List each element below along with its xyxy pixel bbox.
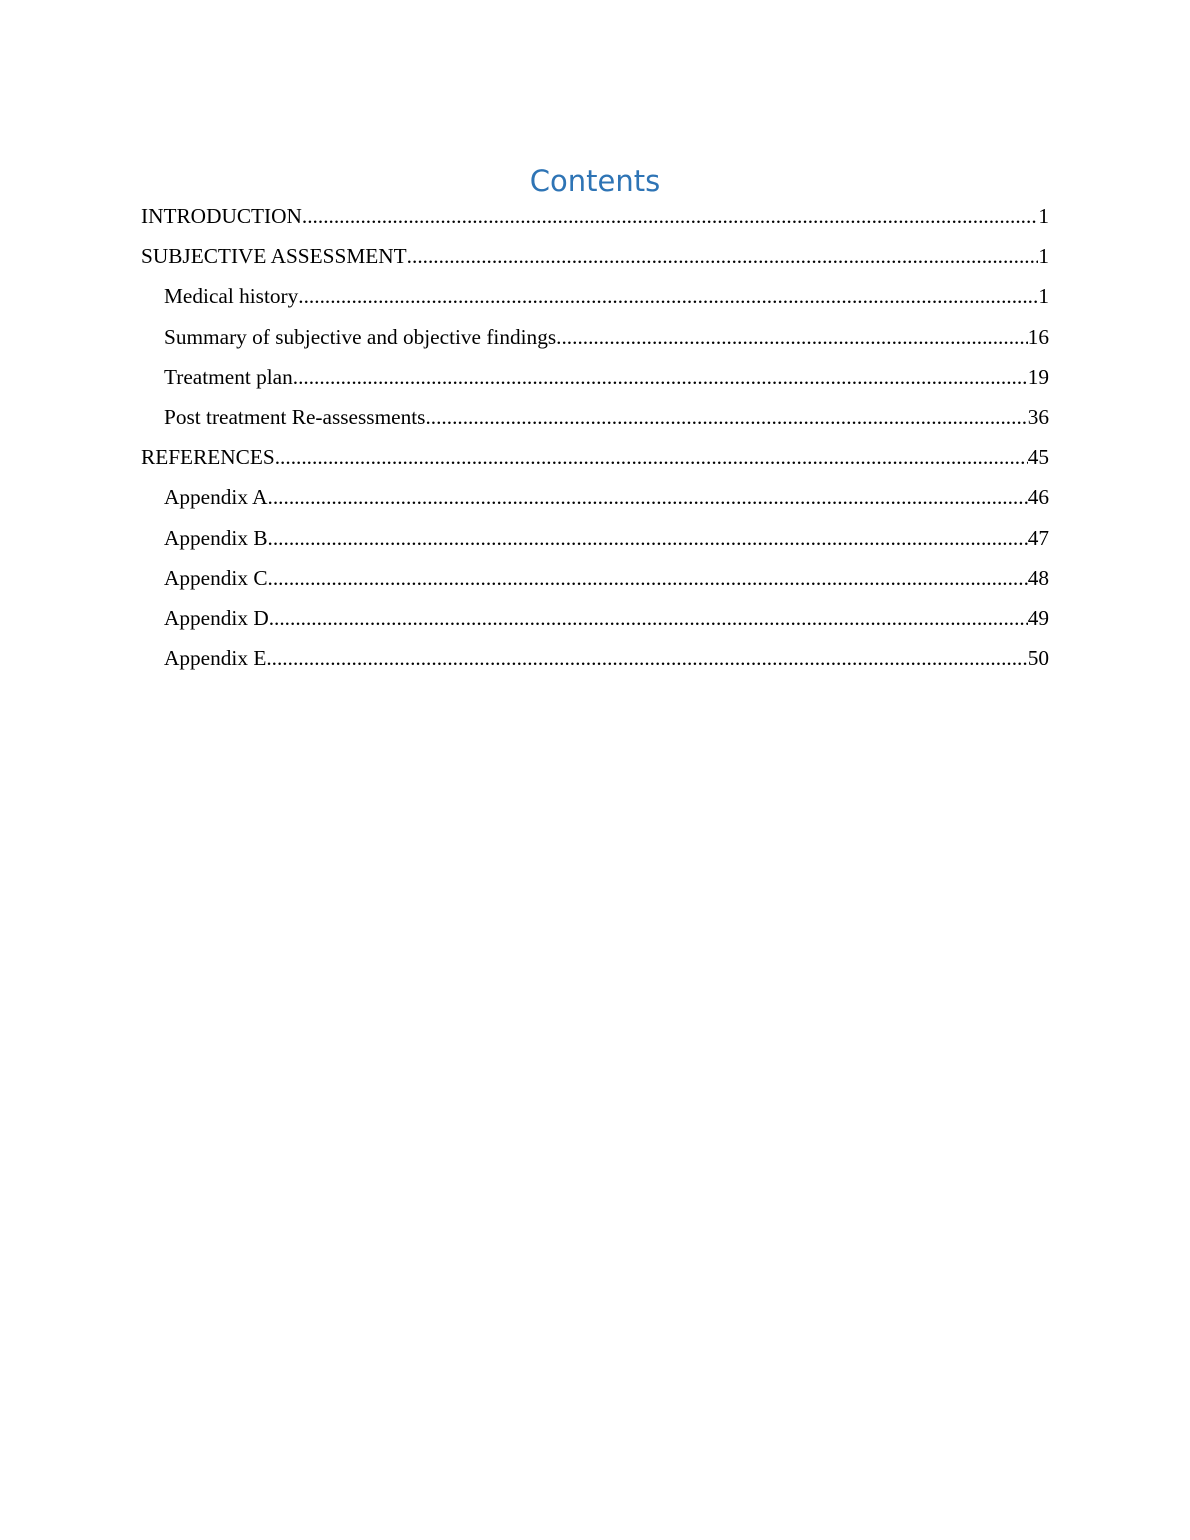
toc-dot-leader	[269, 598, 1028, 638]
toc-entry-text: Appendix A	[164, 485, 268, 510]
toc-entry-text: Medical history	[164, 284, 299, 309]
toc-entry-text: INTRODUCTION	[141, 204, 302, 228]
toc-dot-leader	[298, 276, 1038, 316]
toc-page-number: 45	[1027, 445, 1049, 470]
toc-page-number: 49	[1027, 605, 1049, 630]
toc-dot-leader	[275, 437, 1028, 477]
toc-entry-subjective-assessment[interactable]	[141, 236, 1049, 276]
toc-entry-summary-findings[interactable]	[141, 317, 1049, 357]
toc-entry-appendix-c[interactable]	[141, 558, 1049, 598]
toc-entry-post-treatment[interactable]	[141, 397, 1049, 437]
toc-page-number: 1	[1038, 244, 1049, 269]
toc-dot-leader	[425, 397, 1027, 437]
toc-entry-text: Appendix E	[164, 646, 267, 671]
toc-page-number: 36	[1027, 404, 1049, 429]
toc-entry-medical-history[interactable]	[141, 276, 1049, 316]
toc-entry-text: Treatment plan	[164, 364, 293, 389]
toc-dot-leader	[268, 518, 1028, 558]
toc-page-number: 19	[1027, 364, 1049, 389]
toc-entry-text: Appendix D	[164, 605, 269, 630]
toc-entry-text: Summary of subjective and objective findings	[164, 324, 557, 349]
toc-entry-text: Post treatment Re-assessments	[164, 404, 426, 429]
toc-dot-leader	[266, 638, 1027, 678]
toc-page-number: 16	[1027, 324, 1049, 349]
toc-page-number: 46	[1027, 485, 1049, 510]
toc-entry-introduction[interactable]	[141, 196, 1049, 236]
toc-page-number: 47	[1027, 525, 1049, 550]
toc-title: Contents	[529, 164, 661, 198]
toc-page-number: 48	[1027, 565, 1049, 590]
table-of-contents	[141, 196, 1049, 678]
toc-entry-appendix-b[interactable]	[141, 518, 1049, 558]
toc-entry-references[interactable]	[141, 437, 1049, 477]
toc-entry-text: Appendix C	[164, 565, 268, 590]
toc-dot-leader	[556, 317, 1028, 357]
toc-dot-leader	[268, 558, 1028, 598]
toc-dot-leader	[293, 357, 1028, 397]
toc-dot-leader	[302, 196, 1038, 236]
toc-entry-appendix-e[interactable]	[141, 638, 1049, 678]
toc-entry-appendix-a[interactable]	[141, 477, 1049, 517]
toc-dot-leader	[268, 477, 1028, 517]
toc-dot-leader	[407, 236, 1039, 276]
toc-entry-text: REFERENCES	[141, 445, 275, 470]
toc-entry-text: Appendix B	[164, 525, 268, 550]
toc-page-number: 1	[1038, 284, 1049, 309]
toc-entry-treatment-plan[interactable]	[141, 357, 1049, 397]
toc-page-number: 1	[1038, 204, 1049, 228]
toc-page-number: 50	[1027, 646, 1049, 671]
toc-entry-appendix-d[interactable]	[141, 598, 1049, 638]
toc-entry-text: SUBJECTIVE ASSESSMENT	[141, 244, 407, 269]
